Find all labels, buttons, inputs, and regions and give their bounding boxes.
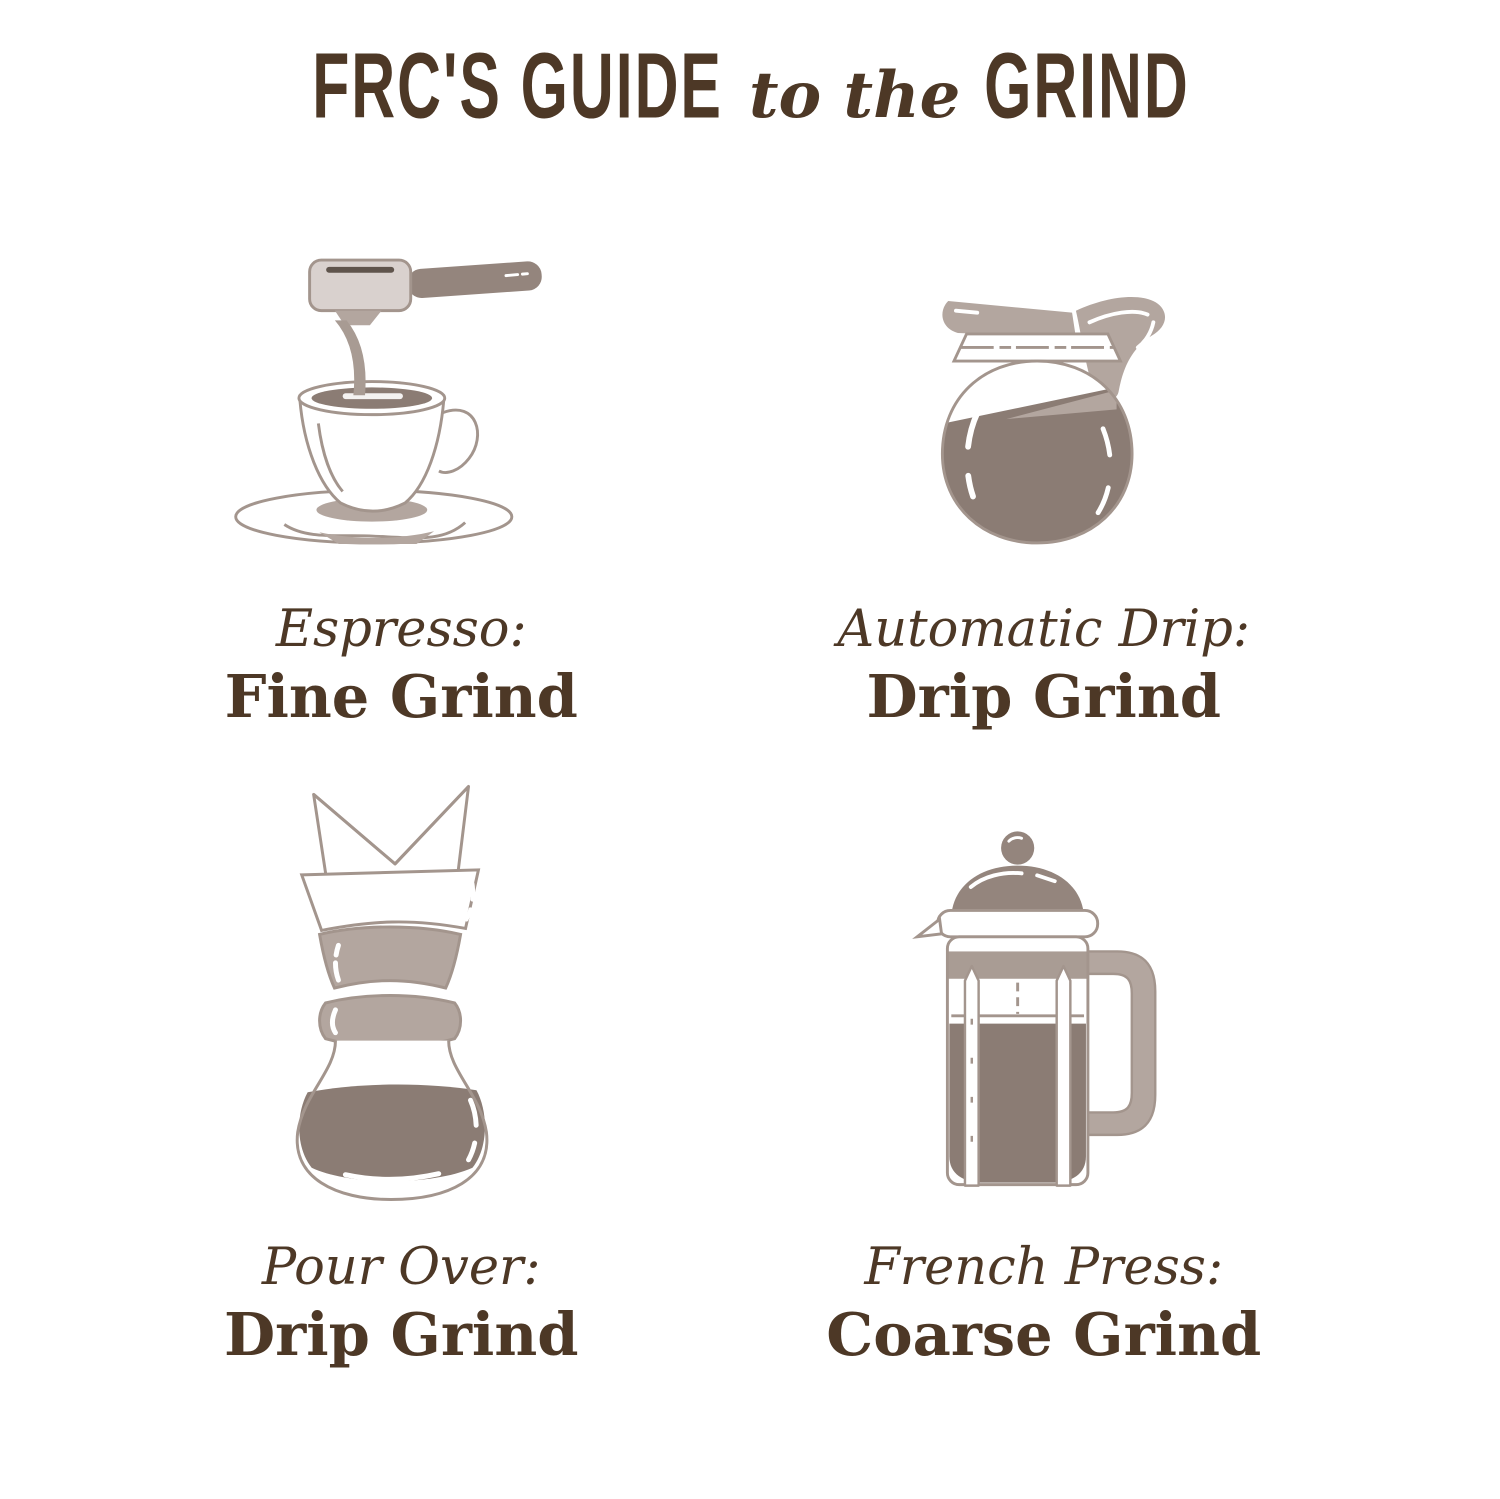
wood-collar — [320, 927, 461, 1048]
carafe-lid-spout — [942, 301, 1076, 338]
method-name: Pour Over: — [261, 1238, 541, 1298]
title-suffix: GRIND — [984, 34, 1191, 139]
method-cell-automatic-drip — [723, 222, 1366, 731]
press-lid — [917, 832, 1098, 937]
portafilter — [310, 260, 543, 325]
paper-filter — [302, 787, 479, 931]
method-name: Automatic Drip: — [837, 600, 1251, 659]
method-cell-espresso — [80, 222, 723, 731]
french-press-icon — [883, 808, 1205, 1210]
title-script-words: to the — [748, 58, 961, 133]
flask-coffee-fill — [299, 1085, 485, 1182]
grind-type: Drip Grind — [866, 661, 1221, 731]
pour-over-brewer-icon — [262, 772, 540, 1210]
drip-coffee-carafe-icon — [884, 272, 1204, 572]
method-cell-french-press — [723, 765, 1366, 1369]
grind-type: Coarse Grind — [826, 1300, 1262, 1370]
glass-flask — [297, 1041, 487, 1200]
grind-type: Drip Grind — [224, 1300, 579, 1370]
label-pour-over — [224, 1236, 579, 1369]
label-automatic-drip — [837, 598, 1250, 731]
grind-type: Fine Grind — [224, 661, 578, 731]
method-name: French Press: — [864, 1238, 1224, 1298]
label-french-press — [826, 1236, 1261, 1369]
page-title — [0, 0, 1500, 160]
carafe-body — [936, 361, 1137, 551]
espresso-portafilter-cup-icon — [226, 232, 576, 572]
press-handle — [1078, 952, 1155, 1135]
methods-grid — [80, 222, 1365, 1370]
method-name: Espresso: — [275, 600, 527, 659]
title-prefix: FRC'S GUIDE — [312, 34, 723, 139]
carafe-neck — [954, 334, 1120, 361]
label-espresso — [225, 598, 578, 731]
method-cell-pour-over — [80, 765, 723, 1369]
